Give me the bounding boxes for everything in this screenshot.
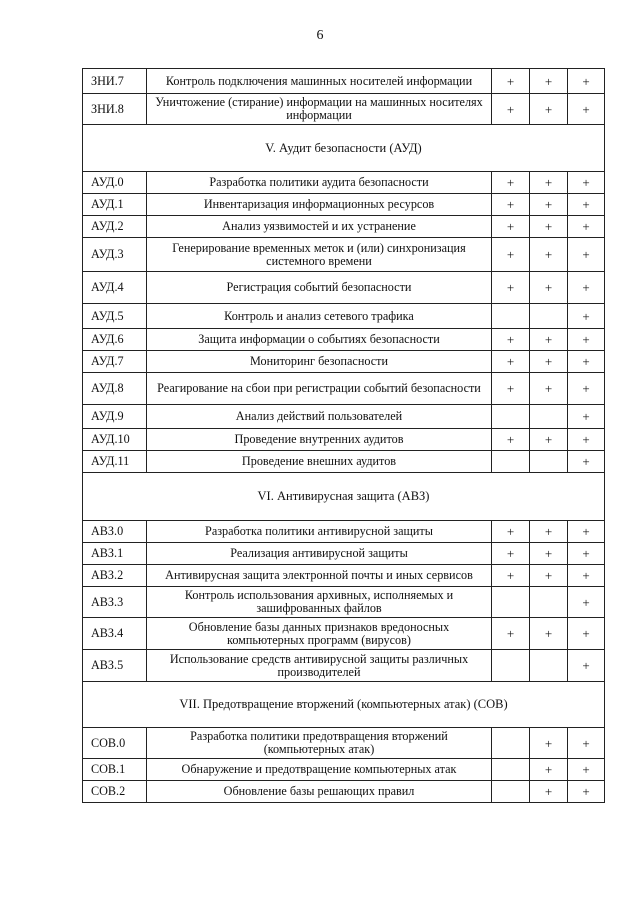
level-1-mark [492, 405, 530, 429]
section-title: V. Аудит безопасности (АУД) [83, 125, 605, 172]
measure-name: Проведение внутренних аудитов [147, 429, 492, 451]
level-3-mark: + [568, 543, 605, 565]
measure-name: Проведение внешних аудитов [147, 451, 492, 473]
level-1-mark: + [492, 94, 530, 125]
level-1-mark: + [492, 429, 530, 451]
measure-name: Антивирусная защита электронной почты и иных сервисов [147, 565, 492, 587]
measure-code: СОВ.0 [83, 728, 147, 759]
level-3-mark: + [568, 351, 605, 373]
measure-name: Уничтожение (стирание) информации на машинных носителях информации [147, 94, 492, 125]
measure-code: АУД.10 [83, 429, 147, 451]
level-3-mark: + [568, 618, 605, 650]
table-row [83, 650, 605, 682]
level-1-mark [492, 781, 530, 803]
level-3-mark: + [568, 405, 605, 429]
measure-name: Контроль использования архивных, исполняемых и зашифрованных файлов [147, 587, 492, 618]
level-1-mark: + [492, 272, 530, 304]
measure-code: АВЗ.5 [83, 650, 147, 682]
level-1-mark: + [492, 543, 530, 565]
table-row [83, 216, 605, 238]
measure-code: АУД.8 [83, 373, 147, 405]
table-row [83, 351, 605, 373]
table-row [83, 618, 605, 650]
level-3-mark: + [568, 194, 605, 216]
level-2-mark: + [530, 238, 568, 272]
level-3-mark: + [568, 272, 605, 304]
section-title: VI. Антивирусная защита (АВЗ) [83, 473, 605, 521]
level-3-mark: + [568, 759, 605, 781]
measure-code: АВЗ.1 [83, 543, 147, 565]
measure-name: Использование средств антивирусной защиты различных производителей [147, 650, 492, 682]
measure-code: АВЗ.0 [83, 521, 147, 543]
measure-name: Анализ уязвимостей и их устранение [147, 216, 492, 238]
level-3-mark: + [568, 650, 605, 682]
level-3-mark: + [568, 69, 605, 94]
measure-code: АУД.0 [83, 172, 147, 194]
level-3-mark: + [568, 521, 605, 543]
level-1-mark: + [492, 521, 530, 543]
measure-code: АУД.1 [83, 194, 147, 216]
level-2-mark: + [530, 759, 568, 781]
measure-code: АУД.6 [83, 329, 147, 351]
measure-code: АВЗ.4 [83, 618, 147, 650]
level-2-mark: + [530, 618, 568, 650]
measure-code: СОВ.2 [83, 781, 147, 803]
measure-code: АУД.5 [83, 304, 147, 329]
table-row [83, 69, 605, 94]
level-1-mark [492, 587, 530, 618]
level-1-mark [492, 650, 530, 682]
level-2-mark [530, 650, 568, 682]
level-1-mark: + [492, 238, 530, 272]
measure-code: АУД.3 [83, 238, 147, 272]
level-2-mark: + [530, 329, 568, 351]
level-1-mark: + [492, 194, 530, 216]
table-row [83, 172, 605, 194]
table-row [83, 373, 605, 405]
level-1-mark: + [492, 329, 530, 351]
level-1-mark: + [492, 565, 530, 587]
section-header-row [83, 682, 605, 728]
table-row [83, 728, 605, 759]
level-2-mark: + [530, 565, 568, 587]
level-2-mark: + [530, 172, 568, 194]
level-2-mark [530, 451, 568, 473]
table-row [83, 543, 605, 565]
level-3-mark: + [568, 565, 605, 587]
level-3-mark: + [568, 94, 605, 125]
level-3-mark: + [568, 216, 605, 238]
table-row [83, 587, 605, 618]
level-2-mark: + [530, 351, 568, 373]
measure-code: АУД.7 [83, 351, 147, 373]
measure-code: АВЗ.3 [83, 587, 147, 618]
measure-code: АУД.11 [83, 451, 147, 473]
page-number: 6 [316, 28, 324, 43]
measure-name: Генерирование временных меток и (или) синхронизация системного времени [147, 238, 492, 272]
level-1-mark: + [492, 216, 530, 238]
measure-name: Реализация антивирусной защиты [147, 543, 492, 565]
measure-name: Регистрация событий безопасности [147, 272, 492, 304]
table-row [83, 94, 605, 125]
measure-name: Разработка политики антивирусной защиты [147, 521, 492, 543]
level-2-mark: + [530, 272, 568, 304]
table-row [83, 565, 605, 587]
level-3-mark: + [568, 373, 605, 405]
section-title: VII. Предотвращение вторжений (компьютерных атак) (СОВ) [83, 682, 605, 728]
level-2-mark: + [530, 728, 568, 759]
table-row [83, 429, 605, 451]
level-1-mark: + [492, 351, 530, 373]
table-row [83, 304, 605, 329]
level-1-mark: + [492, 172, 530, 194]
level-2-mark: + [530, 373, 568, 405]
table-row [83, 451, 605, 473]
measure-name: Мониторинг безопасности [147, 351, 492, 373]
table-row [83, 759, 605, 781]
level-1-mark [492, 759, 530, 781]
level-2-mark: + [530, 781, 568, 803]
section-header-row [83, 125, 605, 172]
measure-name: Инвентаризация информационных ресурсов [147, 194, 492, 216]
level-2-mark: + [530, 216, 568, 238]
table-row [83, 329, 605, 351]
level-2-mark [530, 304, 568, 329]
measure-code: ЗНИ.8 [83, 94, 147, 125]
measure-name: Обновление базы данных признаков вредоносных компьютерных программ (вирусов) [147, 618, 492, 650]
table-row [83, 238, 605, 272]
measure-code: АУД.4 [83, 272, 147, 304]
table-row [83, 405, 605, 429]
level-2-mark: + [530, 429, 568, 451]
measure-code: АУД.2 [83, 216, 147, 238]
level-3-mark: + [568, 587, 605, 618]
measure-name: Обнаружение и предотвращение компьютерных атак [147, 759, 492, 781]
level-3-mark: + [568, 451, 605, 473]
table-row [83, 194, 605, 216]
level-2-mark: + [530, 543, 568, 565]
table-row [83, 272, 605, 304]
level-3-mark: + [568, 329, 605, 351]
level-2-mark: + [530, 69, 568, 94]
measures-table [82, 68, 605, 803]
measure-name: Разработка политики предотвращения вторжений (компьютерных атак) [147, 728, 492, 759]
measure-code: ЗНИ.7 [83, 69, 147, 94]
measure-name: Обновление базы решающих правил [147, 781, 492, 803]
measure-name: Контроль подключения машинных носителей информации [147, 69, 492, 94]
level-1-mark [492, 304, 530, 329]
measures-table-body [83, 69, 605, 803]
level-2-mark: + [530, 194, 568, 216]
measure-name: Разработка политики аудита безопасности [147, 172, 492, 194]
level-3-mark: + [568, 781, 605, 803]
level-1-mark [492, 728, 530, 759]
level-2-mark [530, 587, 568, 618]
level-1-mark [492, 451, 530, 473]
table-row [83, 781, 605, 803]
level-3-mark: + [568, 429, 605, 451]
measure-name: Защита информации о событиях безопасности [147, 329, 492, 351]
level-2-mark: + [530, 94, 568, 125]
level-3-mark: + [568, 304, 605, 329]
level-1-mark: + [492, 69, 530, 94]
section-header-row [83, 473, 605, 521]
level-2-mark: + [530, 521, 568, 543]
measure-code: АВЗ.2 [83, 565, 147, 587]
level-2-mark [530, 405, 568, 429]
level-3-mark: + [568, 172, 605, 194]
measure-name: Анализ действий пользователей [147, 405, 492, 429]
measure-code: СОВ.1 [83, 759, 147, 781]
measure-name: Контроль и анализ сетевого трафика [147, 304, 492, 329]
level-3-mark: + [568, 238, 605, 272]
measure-code: АУД.9 [83, 405, 147, 429]
table-row [83, 521, 605, 543]
level-3-mark: + [568, 728, 605, 759]
level-1-mark: + [492, 373, 530, 405]
level-1-mark: + [492, 618, 530, 650]
measure-name: Реагирование на сбои при регистрации событий безопасности [147, 373, 492, 405]
